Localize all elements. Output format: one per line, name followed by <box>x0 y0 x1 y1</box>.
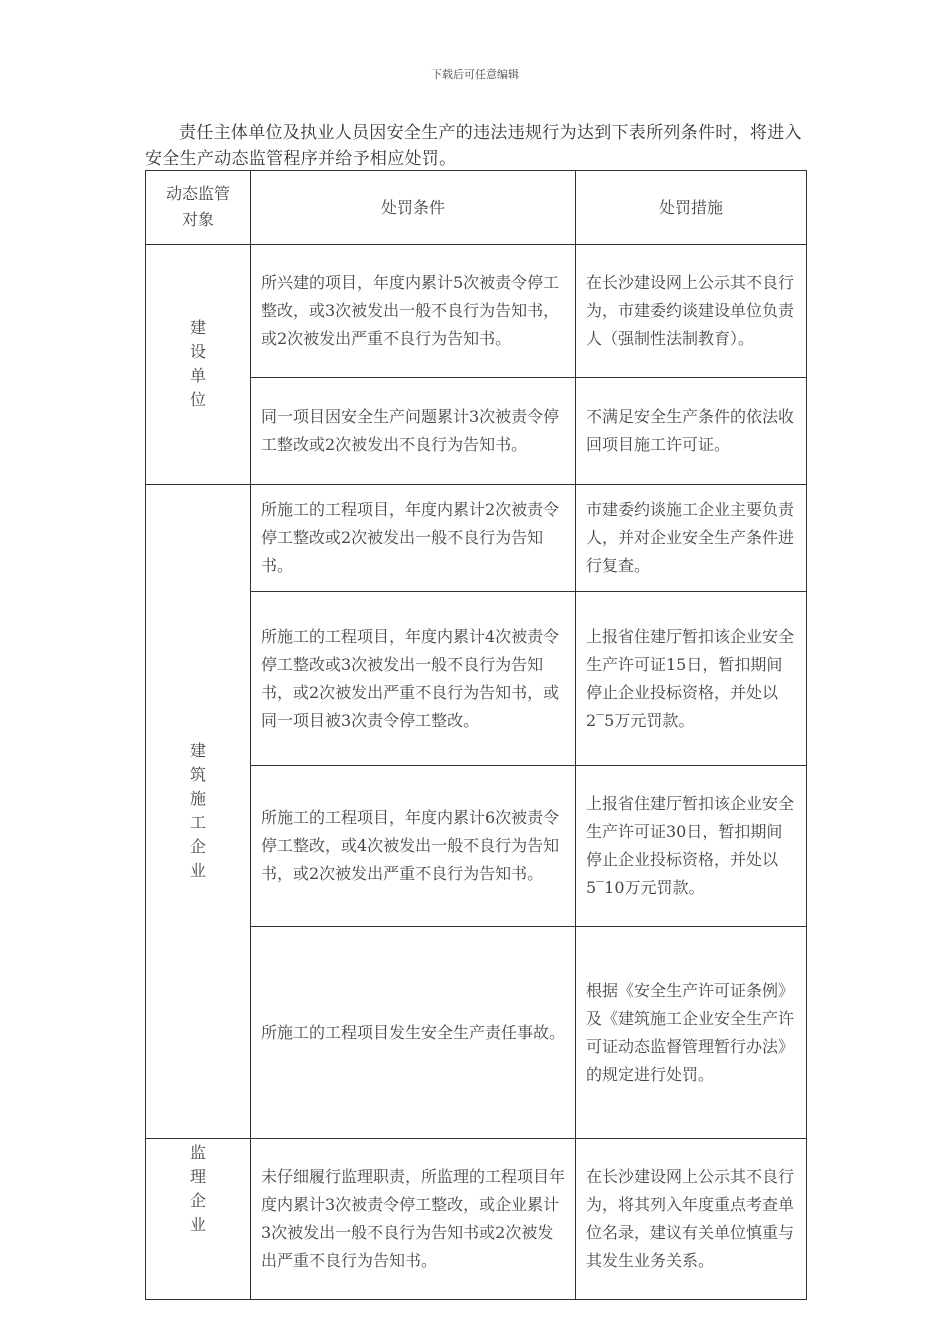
header-subject: 动态监管对象 <box>146 171 251 245</box>
condition-cell: 所施工的工程项目，年度内累计6次被责令停工整改，或4次被发出一般不良行为告知书，或2次被发出严重不良行为告知书。 <box>251 766 576 927</box>
condition-cell: 所兴建的项目，年度内累计5次被责令停工整改，或3次被发出一般不良行为告知书，或2次被发出严重不良行为告知书。 <box>251 245 576 378</box>
subject-cell: 建筑施工企业 <box>146 485 251 1139</box>
table-row <box>146 245 807 378</box>
measure-cell: 市建委约谈施工企业主要负责人，并对企业安全生产条件进行复查。 <box>576 485 807 592</box>
page-header: 下载后可任意编辑 <box>431 68 519 81</box>
intro-paragraph <box>145 120 807 172</box>
header-measure: 处罚措施 <box>576 171 807 245</box>
condition-cell: 所施工的工程项目，年度内累计4次被责令停工整改或3次被发出一般不良行为告知书，或2次被发出严重不良行为告知书，或同一项目被3次责令停工整改。 <box>251 592 576 766</box>
table-row <box>146 1139 807 1300</box>
penalty-table <box>145 170 807 1300</box>
header-condition: 处罚条件 <box>251 171 576 245</box>
condition-cell: 所施工的工程项目，年度内累计2次被责令停工整改或2次被发出一般不良行为告知书。 <box>251 485 576 592</box>
condition-cell: 同一项目因安全生产问题累计3次被责令停工整改或2次被发出不良行为告知书。 <box>251 378 576 485</box>
intro-text: 责任主体单位及执业人员因安全生产的违法违规行为达到下表所列条件时，将进入安全生产动态监管程序并给予相应处罚。 <box>145 123 802 169</box>
measure-cell: 在长沙建设网上公示其不良行为，将其列入年度重点考查单位名录，建议有关单位慎重与其发生业务关系。 <box>576 1139 807 1300</box>
measure-cell: 根据《安全生产许可证条例》及《建筑施工企业安全生产许可证动态监督管理暂行办法》的规定进行处罚。 <box>576 927 807 1139</box>
measure-cell: 不满足安全生产条件的依法收回项目施工许可证。 <box>576 378 807 485</box>
measure-cell: 上报省住建厅暂扣该企业安全生产许可证15日，暂扣期间停止企业投标资格，并处以2‾5万元罚款。 <box>576 592 807 766</box>
condition-cell: 所施工的工程项目发生安全生产责任事故。 <box>251 927 576 1139</box>
condition-cell: 未仔细履行监理职责，所监理的工程项目年度内累计3次被责令停工整改，或企业累计3次被发出一般不良行为告知书或2次被发出严重不良行为告知书。 <box>251 1139 576 1300</box>
subject-cell: 建设单位 <box>146 245 251 485</box>
subject-cell: 监理企业 <box>146 1139 251 1300</box>
table-header-row <box>146 171 807 245</box>
measure-cell: 在长沙建设网上公示其不良行为，市建委约谈建设单位负责人（强制性法制教育）。 <box>576 245 807 378</box>
measure-cell: 上报省住建厅暂扣该企业安全生产许可证30日，暂扣期间停止企业投标资格，并处以5‾10万元罚款。 <box>576 766 807 927</box>
table-row <box>146 485 807 592</box>
